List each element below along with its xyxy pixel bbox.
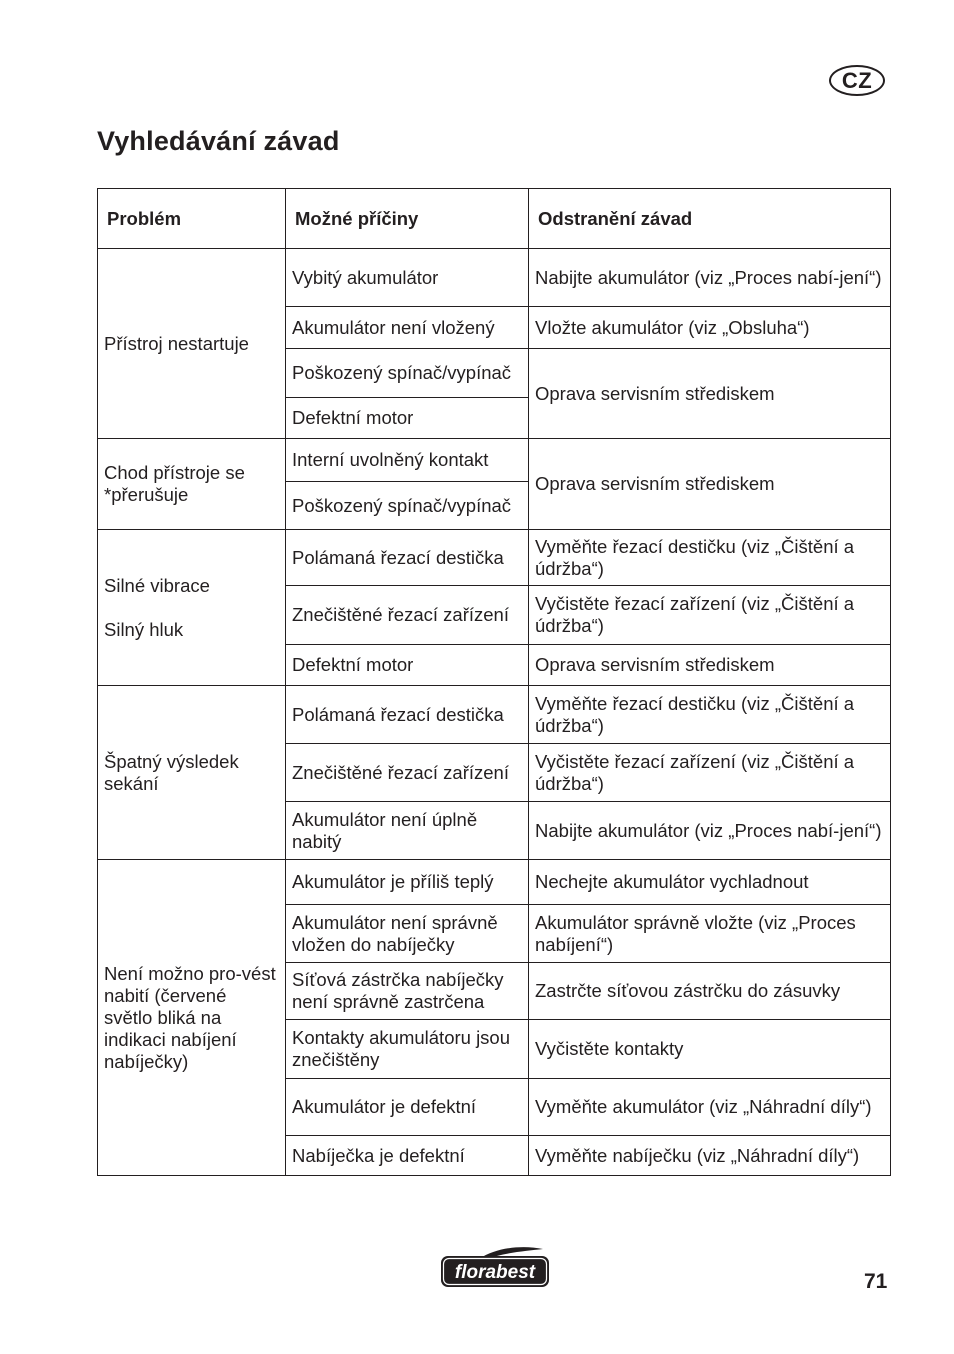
remedy-cell: Vyměňte akumulátor (viz „Náhradní díly“) <box>529 1079 891 1136</box>
florabest-logo <box>439 1245 551 1289</box>
remedy-cell: Vyčistěte kontakty <box>529 1020 891 1079</box>
cause-cell: Nabíječka je defektní <box>286 1136 529 1176</box>
remedy-cell: Vyměňte řezací destičku (viz „Čištění a údržba“) <box>529 530 891 586</box>
remedy-cell: Vyčistěte řezací zařízení (viz „Čištění a údržba“) <box>529 744 891 802</box>
problem-cell: Chod přístroje se *přerušuje <box>98 439 286 530</box>
problem-line: Silné vibrace <box>104 574 210 596</box>
table-header-row <box>98 189 891 249</box>
table-row <box>98 439 891 482</box>
cause-cell: Znečištěné řezací zařízení <box>286 586 529 645</box>
table-row <box>98 860 891 905</box>
remedy-cell: Oprava servisním střediskem <box>529 439 891 530</box>
cause-cell: Defektní motor <box>286 398 529 439</box>
page-title: Vyhledávání závad <box>97 126 340 156</box>
table-row <box>98 686 891 744</box>
problem-cell <box>98 530 286 686</box>
table-row <box>98 530 891 586</box>
header-remedy: Odstranění závad <box>529 189 891 249</box>
problem-cell: Špatný výsledek sekání <box>98 686 286 860</box>
cause-cell: Defektní motor <box>286 645 529 686</box>
page-number: 71 <box>864 1270 888 1293</box>
remedy-cell: Nabijte akumulátor (viz „Proces nabí-jení“) <box>529 802 891 860</box>
cause-cell: Síťová zástrčka nabíječky není správně zastrčena <box>286 963 529 1020</box>
problem-line: Silný hluk <box>104 618 184 640</box>
cause-cell: Akumulátor je defektní <box>286 1079 529 1136</box>
cause-cell: Akumulátor není vložený <box>286 307 529 349</box>
header-causes: Možné příčiny <box>286 189 529 249</box>
remedy-cell: Vložte akumulátor (viz „Obsluha“) <box>529 307 891 349</box>
cause-cell: Kontakty akumulátoru jsou znečištěny <box>286 1020 529 1079</box>
cause-cell: Poškozený spínač/vypínač <box>286 482 529 530</box>
cause-cell: Akumulátor není správně vložen do nabíječky <box>286 905 529 963</box>
cause-cell: Vybitý akumulátor <box>286 249 529 307</box>
cause-cell: Akumulátor je příliš teplý <box>286 860 529 905</box>
troubleshooting-table <box>97 188 891 1176</box>
remedy-cell: Oprava servisním střediskem <box>529 645 891 686</box>
cause-cell: Polámaná řezací destička <box>286 686 529 744</box>
table-row <box>98 249 891 307</box>
logo-text: florabest <box>454 1262 536 1283</box>
cause-cell: Poškozený spínač/vypínač <box>286 349 529 398</box>
remedy-cell: Nabijte akumulátor (viz „Proces nabí-jení“) <box>529 249 891 307</box>
remedy-cell: Zastrčte síťovou zástrčku do zásuvky <box>529 963 891 1020</box>
remedy-cell: Vyměňte řezací destičku (viz „Čištění a údržba“) <box>529 686 891 744</box>
remedy-cell: Vyměňte nabíječku (viz „Náhradní díly“) <box>529 1136 891 1176</box>
cause-cell: Znečištěné řezací zařízení <box>286 744 529 802</box>
language-badge: CZ <box>829 65 885 96</box>
cause-cell: Polámaná řezací destička <box>286 530 529 586</box>
header-problem: Problém <box>98 189 286 249</box>
cause-cell: Akumulátor není úplně nabitý <box>286 802 529 860</box>
remedy-cell: Nechejte akumulátor vychladnout <box>529 860 891 905</box>
problem-cell: Přístroj nestartuje <box>98 249 286 439</box>
remedy-cell: Vyčistěte řezací zařízení (viz „Čištění a údržba“) <box>529 586 891 645</box>
problem-cell: Není možno pro-vést nabití (červené světlo bliká na indikaci nabíjení nabíječky) <box>98 860 286 1176</box>
remedy-cell: Oprava servisním střediskem <box>529 349 891 439</box>
cause-cell: Interní uvolněný kontakt <box>286 439 529 482</box>
remedy-cell: Akumulátor správně vložte (viz „Proces nabíjení“) <box>529 905 891 963</box>
